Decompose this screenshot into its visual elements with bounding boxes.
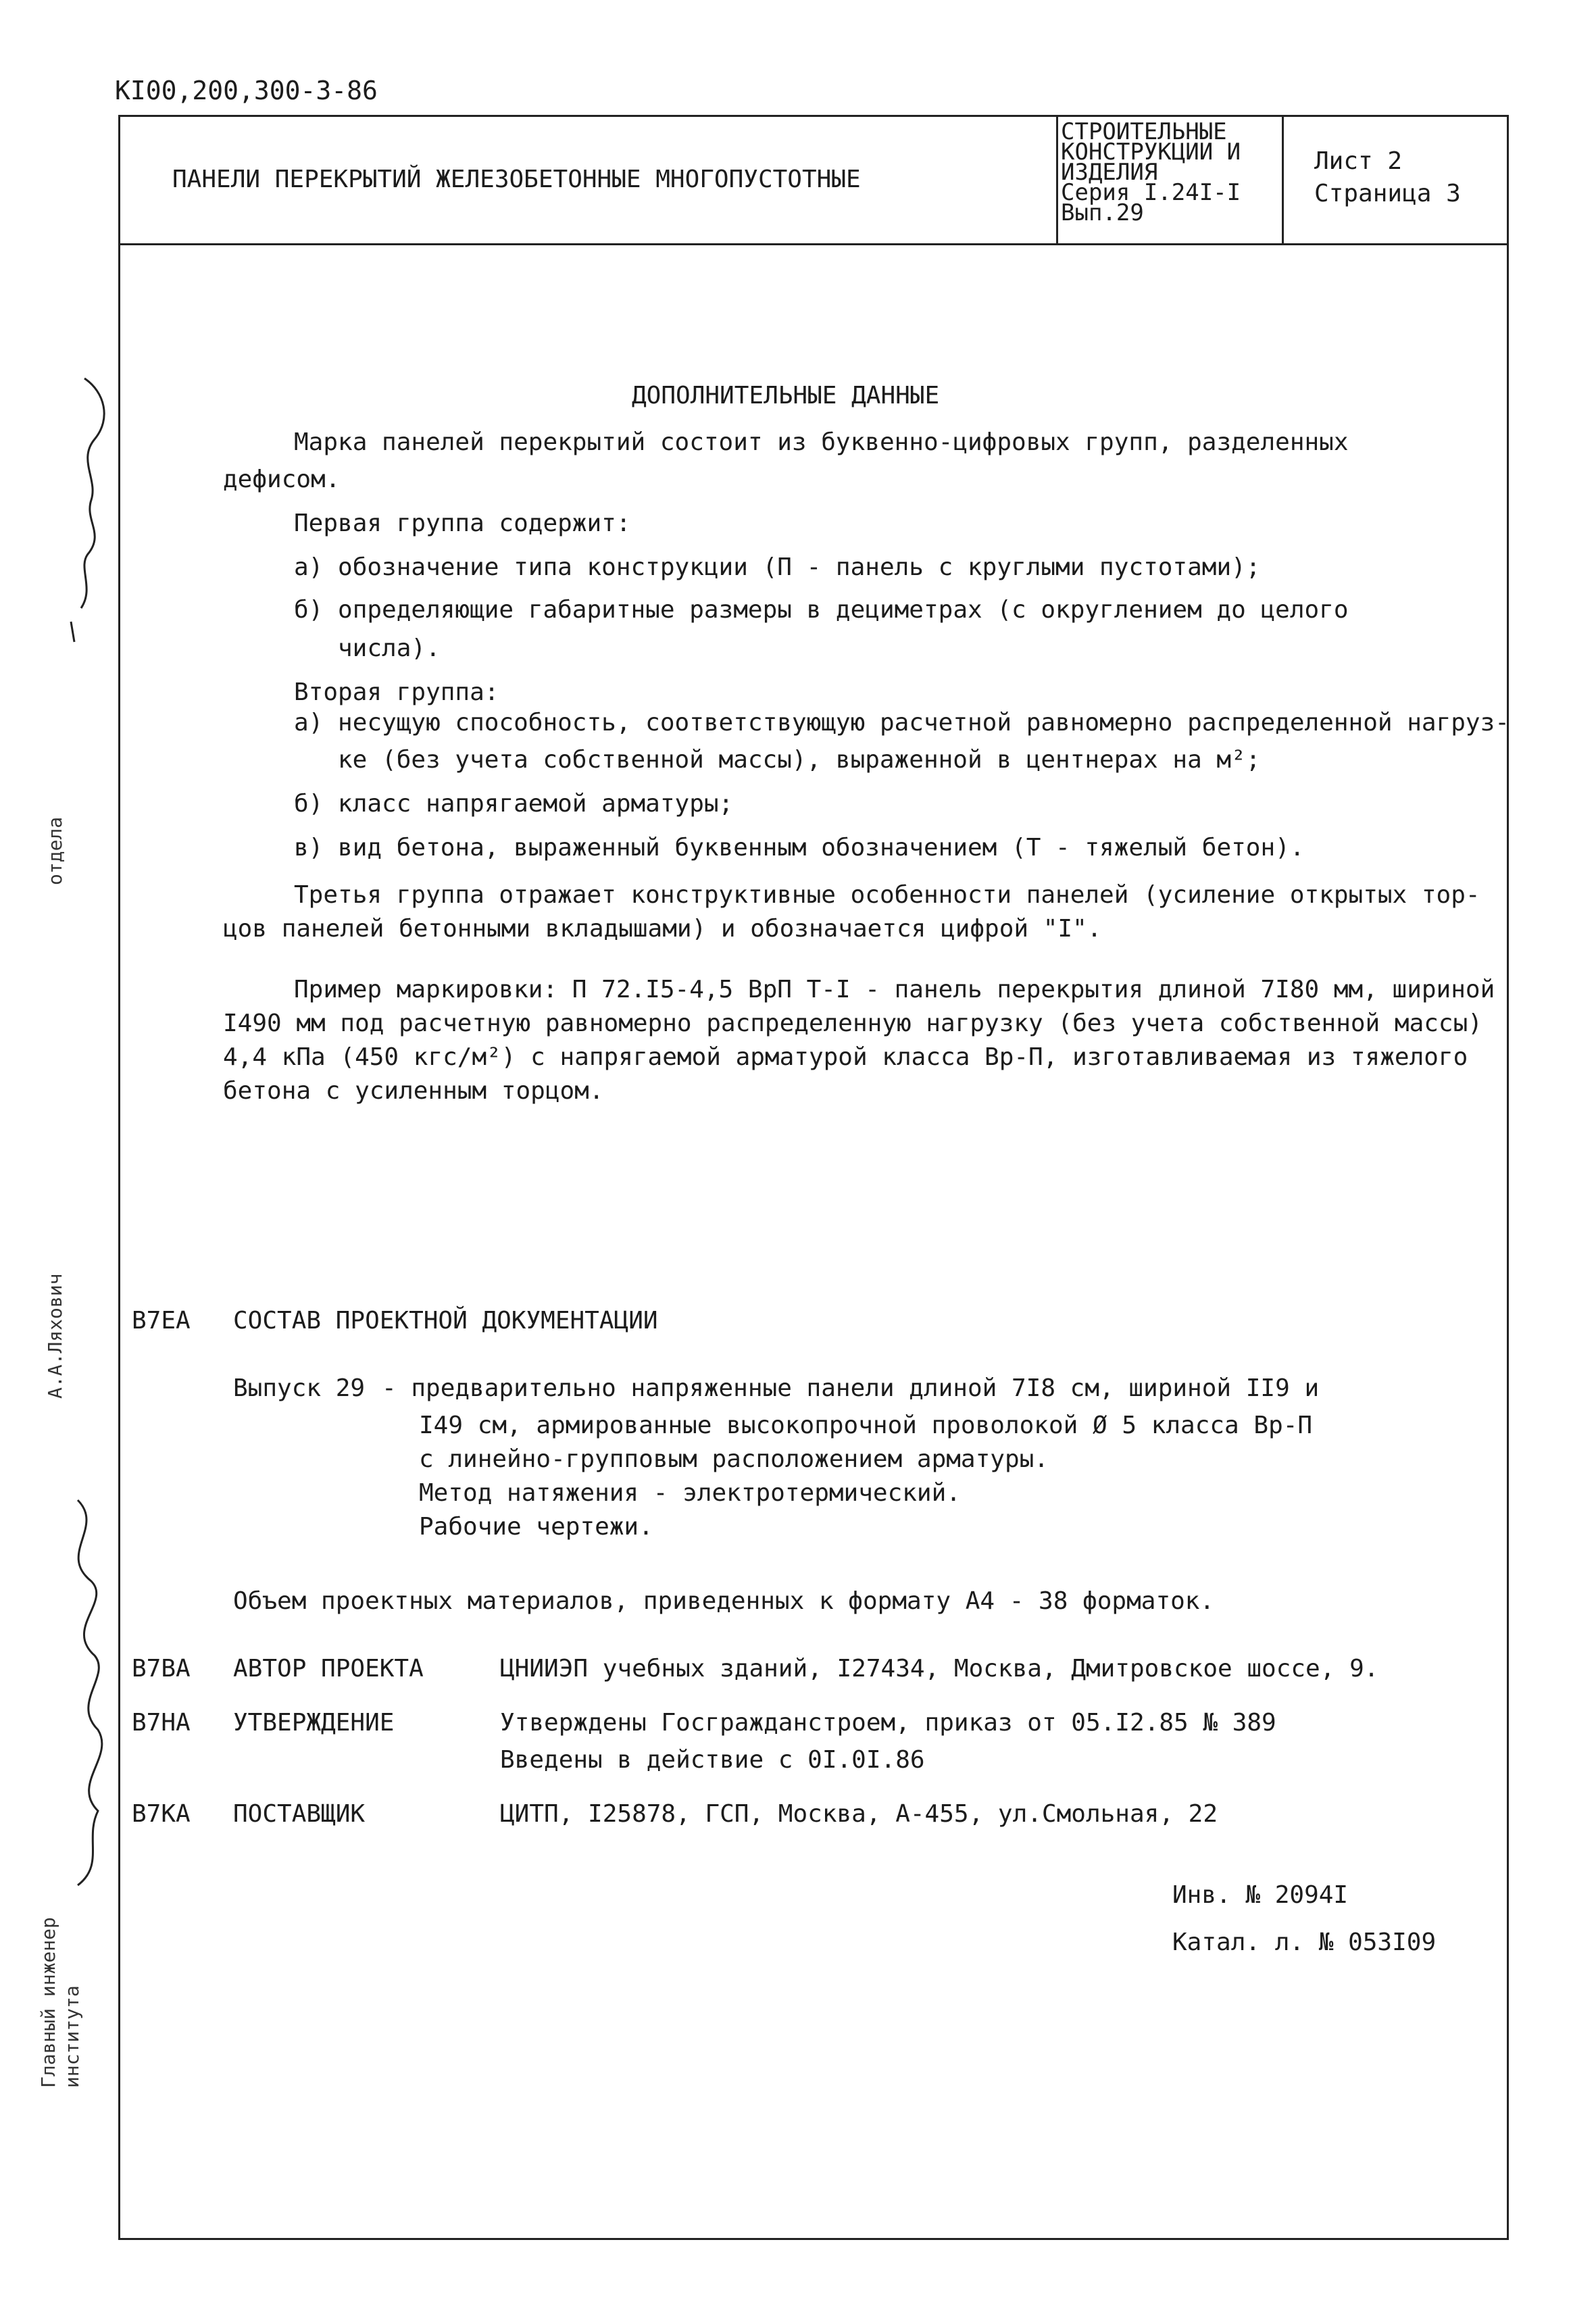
paragraph-line: цов панелей бетонными вкладышами) и обозначается цифрой "I".	[223, 915, 1102, 943]
document-code: КI00,200,300-3-86	[115, 76, 378, 105]
paragraph-line: I490 мм под расчетную равномерно распределенную нагрузку (без учета собственной массы)	[223, 1010, 1482, 1037]
row-code: В7ВА	[132, 1655, 191, 1683]
volume-line: Объем проектных материалов, приведенных к формату А4 - 38 форматок.	[233, 1587, 1215, 1615]
series-line: СТРОИТЕЛЬНЫЕ	[1061, 118, 1227, 145]
row-label: УТВЕРЖДЕНИЕ	[233, 1709, 395, 1737]
header-title: ПАНЕЛИ ПЕРЕКРЫТИЙ ЖЕЛЕЗОБЕТОННЫЕ МНОГОПУСТОТНЫЕ	[172, 166, 861, 193]
margin-name: А.А.Ляхович	[44, 1273, 66, 1399]
paragraph-line: Третья группа отражает конструктивные особенности панелей (усиление открытых тор-	[294, 881, 1480, 909]
issue-line: с линейно-групповым расположением арматуры.	[419, 1445, 1049, 1473]
row-value: Утверждены Госгражданстроем, приказ от 05.I2.85 № 389	[500, 1709, 1276, 1737]
row-label: ПОСТАВЩИК	[233, 1800, 366, 1828]
paragraph-line: б) класс напрягаемой арматуры;	[294, 790, 734, 818]
issue-line: Рабочие чертежи.	[419, 1513, 653, 1541]
paragraph-line: Марка панелей перекрытий состоит из буквенно-цифровых групп, разделенных	[294, 428, 1349, 456]
series-line: ИЗДЕЛИЯ	[1061, 159, 1158, 186]
catalog-number: Катал. л. № 053I09	[1172, 1928, 1437, 1956]
series-line: КОНСТРУКЦИИ И	[1061, 139, 1241, 166]
issue-line: - предварительно напряженные панели длиной 7I8 см, шириной II9 и	[382, 1374, 1320, 1402]
paragraph-line: а) обозначение типа конструкции (П - панель с круглыми пустотами);	[294, 553, 1261, 581]
header-divider	[118, 243, 1509, 245]
section-code: В7ЕА	[132, 1307, 191, 1335]
sheet-number: Лист 2	[1314, 147, 1403, 175]
row-value: ЦИТП, I25878, ГСП, Москва, А-455, ул.Смольная, 22	[500, 1800, 1218, 1828]
margin-role-line2: института	[61, 1985, 83, 2088]
series-line: Серия I.24I-I	[1061, 179, 1241, 206]
header-sheet-block	[1314, 145, 1461, 210]
margin-dept: отдела	[44, 816, 66, 885]
margin-role-line1: Главный инженер	[37, 1917, 59, 2088]
section-heading-composition: СОСТАВ ПРОЕКТНОЙ ДОКУМЕНТАЦИИ	[233, 1307, 658, 1335]
inventory-number: Инв. № 2094I	[1172, 1881, 1349, 1909]
paragraph-line: б) определяющие габаритные размеры в дециметрах (с округлением до целого	[294, 596, 1349, 624]
issue-line: Метод натяжения - электротермический.	[419, 1479, 961, 1507]
paragraph-line: а) несущую способность, соответствующую расчетной равномерно распределенной нагруз-	[294, 709, 1510, 737]
paragraph-line: ке (без учета собственной массы), выраженной в центнерах на м²;	[338, 746, 1261, 774]
signature-mark	[30, 365, 118, 649]
series-line: Вып.29	[1061, 199, 1144, 226]
issue-line: I49 см, армированные высокопрочной проволокой Ø 5 класса Вр-П	[419, 1412, 1313, 1439]
row-value: Введены в действие с 0I.0I.86	[500, 1746, 925, 1774]
row-code: В7НА	[132, 1709, 191, 1737]
row-code: В7КА	[132, 1800, 191, 1828]
paragraph-line: Первая группа содержит:	[294, 509, 631, 537]
paragraph-line: Пример маркировки: П 72.I5-4,5 ВрП Т-I - панель перекрытия длиной 7I80 мм, шириной	[294, 976, 1495, 1003]
row-label: АВТОР ПРОЕКТА	[233, 1655, 424, 1683]
header-column-divider	[1056, 115, 1058, 243]
header-column-divider	[1282, 115, 1284, 243]
row-value: ЦНИИЭП учебных зданий, I27434, Москва, Дмитровское шоссе, 9.	[500, 1655, 1379, 1683]
issue-label: Выпуск 29	[233, 1374, 366, 1402]
header-series-block	[1061, 118, 1241, 226]
paragraph-line: бетона с усиленным торцом.	[223, 1077, 604, 1105]
page-number: Страница 3	[1314, 180, 1461, 207]
paragraph-line: числа).	[338, 634, 441, 662]
paragraph-line: в) вид бетона, выраженный буквенным обозначением (Т - тяжелый бетон).	[294, 834, 1305, 862]
section-heading-additional: ДОПОЛНИТЕЛЬНЫЕ ДАННЫЕ	[632, 382, 940, 409]
paragraph-line: дефисом.	[223, 466, 341, 493]
signature-mark	[30, 1487, 125, 1892]
paragraph-line: 4,4 кПа (450 кгс/м²) с напрягаемой арматурой класса Вр-П, изготавливаемая из тяжелого	[223, 1043, 1468, 1071]
paragraph-line: Вторая группа:	[294, 678, 499, 706]
